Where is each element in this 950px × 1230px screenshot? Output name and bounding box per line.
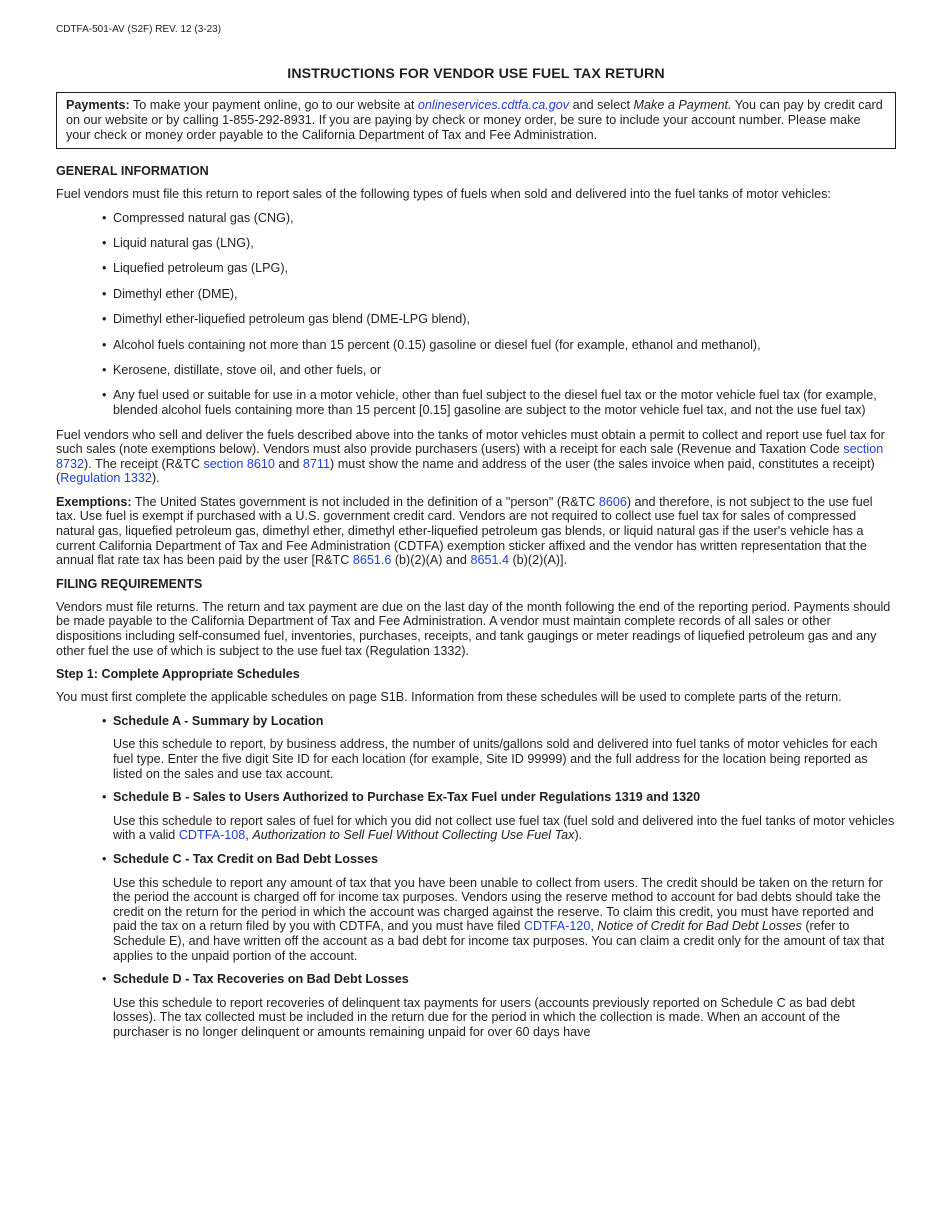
schedule-c-text-2: , <box>590 919 598 934</box>
schedule-a-text: Use this schedule to report, by business address, the number of units/gallons sold and delivered into fuel tanks of motor vehicles for each fuel type. Enter the five digit Site ID for each location (for example, Site ID 99999) and the full address for the location being reported as listed on the sales and use tax account. <box>113 737 878 781</box>
section-8610-link[interactable]: section 8610 <box>203 456 275 471</box>
schedule-b-text-1: Use this schedule to report sales of fuel for which you did not collect use fuel tax (fuel sold and delivered into the fuel tanks of motor vehicles with a valid <box>113 813 895 843</box>
permit-text-3: and <box>274 456 303 471</box>
schedule-d-title: • Schedule D - Tax Recoveries on Bad Debt Losses <box>102 972 896 987</box>
permit-text-5: ). <box>151 471 160 486</box>
list-item: • Any fuel used or suitable for use in a motor vehicle, other than fuel subject to the diesel fuel tax or the motor vehicle fuel tax (for example, blended alcohol fuels containing more than 15 percent [0.15] gasoline are subject to the motor vehicle fuel tax, and not the use fuel tax) <box>102 388 896 417</box>
section-8651-4-link[interactable]: 8651.4 <box>470 553 509 568</box>
step-1-text: You must first complete the applicable schedules on page S1B. Information from these schedules will be used to complete parts of the return. <box>56 690 842 705</box>
list-item: • Liquefied petroleum gas (LPG), <box>102 261 896 276</box>
list-item: • Compressed natural gas (CNG), <box>102 211 896 226</box>
schedule-c-title: • Schedule C - Tax Credit on Bad Debt Losses <box>102 852 896 867</box>
cdtfa-108-link[interactable]: CDTFA-108 <box>178 828 246 843</box>
permit-paragraph <box>56 428 896 486</box>
list-item: • Dimethyl ether (DME), <box>102 287 896 302</box>
payments-text-3: You can pay by credit card on our website or by calling 1-855-292-8931. If you are paying by check or money order, be sure to include your account number. Please make your check or money order payable to the California Department of Tax and Fee Administration. <box>66 98 883 142</box>
general-info-heading: GENERAL INFORMATION <box>56 164 209 178</box>
permit-text-4: ) must show the name and address of the user (the sales invoice when paid, constitutes a receipt) ( <box>56 456 875 486</box>
schedule-b-text-2: , <box>245 828 253 843</box>
schedule-c-text-1: Use this schedule to report any amount of tax that you have been unable to collect from users. The credit should be taken on the return for the period the account is charged off for income tax purposes. Vendors using the reserve method to account for bad debts should take the credit on the return for the period in which the account was charged against the reserve. To claim this credit, you must have reported and paid the tax on a return filed by you with CDTFA, and you must have filed <box>113 875 883 934</box>
exemptions-text-1: The United States government is not included in the definition of a "person" (R&TC <box>131 494 599 509</box>
schedule-b-title: • Schedule B - Sales to Users Authorized to Purchase Ex-Tax Fuel under Regulations 1319 and 1320 <box>102 790 896 805</box>
section-8651-6-link[interactable]: 8651.6 <box>352 553 392 568</box>
page-title: INSTRUCTIONS FOR VENDOR USE FUEL TAX RETURN <box>287 66 665 82</box>
exemptions-text-4: (b)(2)(A)]. <box>508 553 568 568</box>
schedule-b-text-3: ). <box>574 828 583 843</box>
exemptions-text-3: (b)(2)(A) and <box>391 553 471 568</box>
exemptions-label: Exemptions: <box>56 494 132 509</box>
section-8732-link[interactable]: section 8732 <box>56 442 884 471</box>
payments-label: Payments: <box>66 98 130 112</box>
schedule-c-form-title: Notice of Credit for Bad Debt Losses <box>597 919 802 934</box>
regulation-1332-link[interactable]: Regulation 1332 <box>60 471 152 486</box>
payments-text-1: To make your payment online, go to our website at <box>129 98 418 112</box>
list-item: • Dimethyl ether-liquefied petroleum gas blend (DME-LPG blend), <box>102 312 896 327</box>
payments-text-2: and select <box>569 98 634 112</box>
permit-text-1: Fuel vendors who sell and deliver the fuels described above into the tanks of motor vehicles must obtain a permit to collect and report use fuel tax for such sales (note exemptions below). Vendors must also provide purchasers (users) with a receipt for each sale (Revenue and Taxation Code <box>56 427 885 457</box>
filing-requirements-heading: FILING REQUIREMENTS <box>56 576 203 591</box>
website-link[interactable]: onlineservices.cdtfa.ca.gov <box>417 98 570 112</box>
payments-box <box>56 92 896 149</box>
schedule-d-text: Use this schedule to report recoveries of delinquent tax payments for users (accounts previously reported on Schedule C as bad debt losses). The tax collected must be included in the return due for the period in which the collection is made. When an account of the purchaser is no longer delinquent or amounts remaining unpaid for over 60 days have <box>113 995 856 1039</box>
permit-text-2: ). The receipt (R&TC <box>84 456 204 471</box>
cdtfa-120-link[interactable]: CDTFA-120 <box>523 919 591 934</box>
schedule-c-text <box>102 876 896 964</box>
schedule-c-text-3: (refer to Schedule E), and have written off the account as a bad debt for income tax purposes. You can claim a credit only for the amount of tax that applies to the unpaid portion of the account. <box>113 919 885 963</box>
schedule-b-form-title: Authorization to Sell Fuel Without Collecting Use Fuel Tax <box>252 828 575 843</box>
document-page <box>56 24 896 1049</box>
schedule-a-title: • Schedule A - Summary by Location <box>102 714 896 729</box>
step-1-heading: Step 1: Complete Appropriate Schedules <box>56 667 300 682</box>
list-item: • Liquid natural gas (LNG), <box>102 236 896 251</box>
exemptions-text-2: ) and therefore, is not subject to the use fuel tax. Use fuel is exempt if purchased with a U.S. government credit card. Vendors are not required to collect use fuel tax for sales of compressed natural gas, liquefied petroleum gas, dimethyl ether, dimethyl ether-liquefied petroleum gas blends, or liquid natural gas if the user's vehicle has a current California Department of Tax and Fee Administration (CDTFA) exemption sticker affixed and the vendor has written representation that the annual flat rate tax has been paid by the user [R&TC <box>56 494 873 568</box>
exemptions-paragraph <box>56 495 896 568</box>
section-8711-link[interactable]: 8711 <box>302 456 331 471</box>
make-payment-text: Make a Payment. <box>633 98 732 112</box>
fuel-list <box>56 211 896 418</box>
filing-paragraph: Vendors must file returns. The return and tax payment are due on the last day of the month following the end of the reporting period. Payments should be made payable to the California Department of Tax and Fee Administration. A vendor must maintain complete records of all sales or other dispositions including self-consumed fuel, inventories, purchases, receipts, and tank gaugings or meter readings of liquefied petroleum gas and any other fuel the use of which is subject to the use fuel tax (Regulation 1332). <box>56 599 891 658</box>
schedule-list <box>56 714 896 1040</box>
list-item: • Kerosene, distillate, stove oil, and other fuels, or <box>102 363 896 378</box>
section-8606-link[interactable]: 8606 <box>598 494 627 509</box>
form-id: CDTFA-501-AV (S2F) REV. 12 (3-23) <box>56 24 222 35</box>
list-item: • Alcohol fuels containing not more than 15 percent (0.15) gasoline or diesel fuel (for example, ethanol and methanol), <box>102 338 896 353</box>
schedule-b-text <box>102 814 896 843</box>
general-intro: Fuel vendors must file this return to report sales of the following types of fuels when sold and delivered into the fuel tanks of motor vehicles: <box>56 187 831 201</box>
